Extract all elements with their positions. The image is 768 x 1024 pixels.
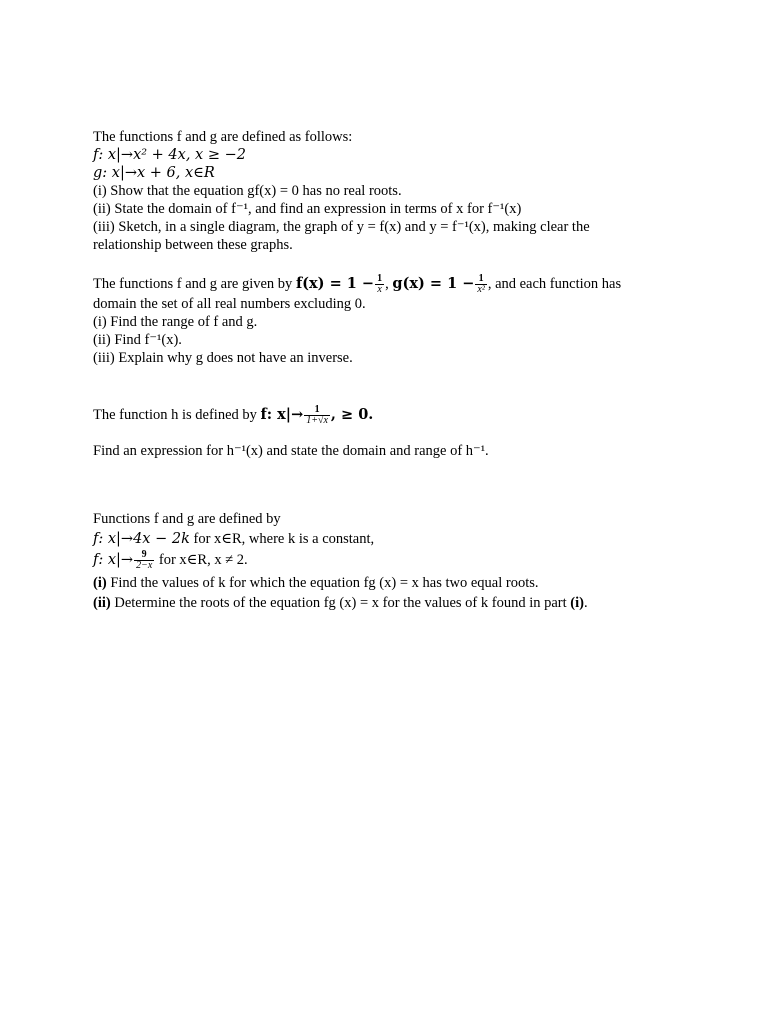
q4-part-i-text: Find the values of k for which the equation fg (x) = x has two equal roots. [106, 575, 539, 591]
q4-f-definition: f: x|→4x − 2k [93, 531, 190, 547]
q3-frac-num: 1 [304, 405, 330, 416]
q4-f-condition: for x∈R, where k is a constant, [189, 531, 375, 547]
q4-part-ii-text: Determine the roots of the equation fg (x) = x for the values of k found in part [110, 595, 571, 611]
q1-part-iii-cont: relationship between these graphs. [93, 237, 293, 253]
q4-part-ii [93, 594, 648, 612]
q4-part-i [93, 574, 648, 592]
q2-part-i: (i) Find the range of f and g. [93, 314, 258, 330]
q3-def-start: f: x|→ [260, 406, 304, 423]
q2-domain: domain the set of all real numbers excluding 0. [93, 296, 366, 312]
q4-part-ii-label: (ii) [93, 595, 111, 611]
question-1 [93, 128, 648, 254]
q1-part-iii: (iii) Sketch, in a single diagram, the graph of y = f(x) and y = f⁻¹(x), making clear the [93, 219, 590, 235]
q4-g-definition: f: x|→ [93, 552, 134, 568]
q3-def-end: , ≥ 0. [330, 406, 374, 423]
q4-f-line [93, 530, 648, 548]
q1-g-definition: g: x|→x + 6, x∈R [93, 165, 215, 181]
q3-definition-line [93, 404, 648, 426]
question-3 [93, 404, 648, 460]
question-2 [93, 274, 648, 367]
q2-part-iii: (iii) Explain why g does not have an inverse. [93, 350, 353, 366]
question-4 [93, 510, 648, 612]
q2-f-frac-num: 1 [377, 273, 383, 284]
q3-task: Find an expression for h⁻¹(x) and state the domain and range of h⁻¹. [93, 443, 489, 460]
q2-g-fraction [475, 274, 486, 295]
q2-g-frac-den: x² [477, 284, 485, 295]
q2-intro: The functions f and g are given by [93, 275, 293, 292]
q4-part-i-label: (i) [93, 575, 107, 591]
q2-g-frac-num: 1 [475, 274, 486, 285]
q1-f-definition: f: x|→x² + 4x, x ≥ −2 [93, 147, 246, 163]
q4-part-ii-end: . [583, 595, 588, 611]
q2-intro-rest: , and each function has [487, 275, 622, 292]
q2-f-definition: f(x) = 1 − [295, 274, 375, 292]
q2-f-fraction [375, 274, 384, 295]
q2-f-frac-den: x [377, 284, 382, 295]
q4-g-fraction [134, 550, 154, 571]
q3-intro: The function h is defined by [93, 407, 257, 423]
q4-g-frac-den: 2−x [136, 560, 153, 572]
q4-intro: Functions f and g are defined by [93, 511, 281, 527]
q3-fraction [304, 405, 330, 426]
q4-g-frac-num: 9 [134, 550, 154, 561]
q1-part-i: (i) Show that the equation gf(x) = 0 has no real roots. [93, 183, 402, 199]
q1-part-ii: (ii) State the domain of f⁻¹, and find an expression in terms of x for f⁻¹(x) [93, 201, 522, 217]
q1-intro: The functions f and g are defined as follows: [93, 129, 353, 145]
q2-part-ii: (ii) Find f⁻¹(x). [93, 332, 182, 348]
q2-intro-line: The functions f and g are given by f(x) = 1 − $\frac{1}{x}$ , g(x) = 1 − $\frac{1}{\text{x²}}$ , and each function has [93, 273, 622, 295]
q2-g-definition: g(x) = 1 − [392, 274, 475, 292]
q3-frac-den: 1+√x [306, 415, 328, 427]
q4-g-line [93, 548, 648, 572]
q4-part-ii-ref: (i) [570, 595, 584, 611]
q4-g-condition: for x∈R, x ≠ 2. [155, 552, 248, 568]
